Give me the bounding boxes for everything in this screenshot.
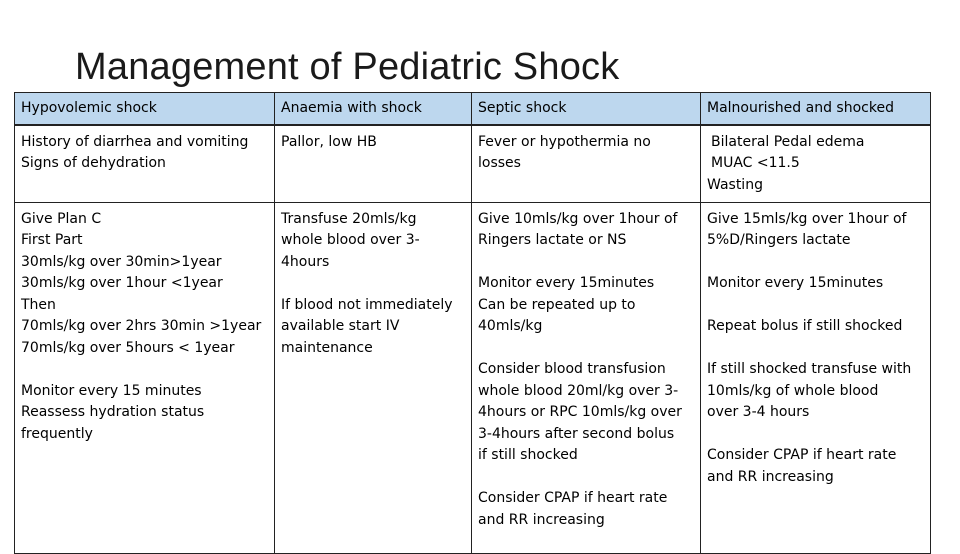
shock-management-table	[14, 92, 931, 554]
text-line: 3-4hours after second bolus	[478, 425, 675, 442]
slide-title: Management of Pediatric Shock	[75, 46, 620, 88]
text-line: 10mls/kg of whole blood	[707, 382, 879, 399]
text-line: MUAC <11.5	[711, 155, 800, 171]
text-line: Wasting	[707, 176, 763, 193]
text-line: whole blood over 3-	[281, 232, 420, 248]
text-line: and RR increasing	[478, 511, 605, 528]
cell-malnourished-management	[701, 202, 931, 553]
cell-anaemia-signs	[275, 125, 472, 203]
text-line: Repeat bolus if still shocked	[707, 318, 903, 334]
spacer	[478, 252, 694, 274]
spacer	[478, 338, 694, 360]
text-line: Bilateral Pedal edema	[711, 133, 865, 150]
spacer	[281, 273, 465, 295]
text-line: History of diarrhea and vomiting	[21, 133, 249, 150]
spacer	[707, 424, 924, 446]
text-line: 30mls/kg over 30min>1year	[21, 253, 222, 270]
text-line: 30mls/kg over 1hour <1year	[21, 275, 223, 291]
text-line: Can be repeated up to	[478, 296, 636, 313]
text-line: If still shocked transfuse with	[707, 361, 912, 377]
header-malnourished: Malnourished and shocked	[701, 93, 931, 125]
header-anaemia: Anaemia with shock	[275, 93, 472, 125]
text-line: Signs of dehydration	[21, 155, 166, 171]
header-septic: Septic shock	[472, 93, 701, 125]
text-line: If blood not immediately	[281, 296, 453, 313]
text-line: Then	[21, 296, 56, 313]
text-line: if still shocked	[478, 447, 578, 463]
text-line: maintenance	[281, 339, 373, 356]
text-line: Pallor, low HB	[281, 133, 377, 150]
text-line: over 3-4 hours	[707, 404, 810, 420]
text-line: 40mls/kg	[478, 318, 543, 334]
text-line: 70mls/kg over 5hours < 1year	[21, 339, 235, 356]
text-line: Monitor every 15minutes	[478, 275, 655, 291]
cell-septic-management	[472, 202, 701, 553]
spacer	[707, 252, 924, 274]
text-line: 70mls/kg over 2hrs 30min >1year	[21, 318, 262, 334]
spacer	[707, 338, 924, 360]
text-line: Transfuse 20mls/kg	[281, 210, 417, 227]
text-line: Consider CPAP if heart rate	[478, 490, 668, 506]
text-line: Consider CPAP if heart rate	[707, 447, 897, 463]
cell-anaemia-management	[275, 202, 472, 553]
text-line: 4hours or RPC 10mls/kg over	[478, 404, 682, 420]
text-line: Ringers lactate or NS	[478, 232, 627, 248]
text-line: Fever or hypothermia no	[478, 133, 651, 150]
text-line: and RR increasing	[707, 468, 834, 485]
text-line: available start IV	[281, 318, 400, 334]
spacer	[478, 467, 694, 489]
header-hypovolemic: Hypovolemic shock	[15, 93, 275, 125]
text-line: Monitor every 15minutes	[707, 275, 884, 291]
text-line: 5%D/Ringers lactate	[707, 232, 851, 248]
signs-row	[15, 125, 931, 203]
text-line: Consider blood transfusion	[478, 361, 666, 377]
text-line: losses	[478, 155, 521, 171]
cell-septic-signs	[472, 125, 701, 203]
text-line: frequently	[21, 425, 93, 442]
spacer	[21, 359, 268, 381]
text-line: 4hours	[281, 253, 330, 270]
text-line: Give 10mls/kg over 1hour of	[478, 210, 678, 227]
text-line: whole blood 20ml/kg over 3-	[478, 382, 679, 399]
text-line: First Part	[21, 232, 83, 248]
spacer	[707, 295, 924, 317]
text-line: Give 15mls/kg over 1hour of	[707, 210, 907, 227]
cell-hypovolemic-signs	[15, 125, 275, 203]
text-line: Reassess hydration status	[21, 404, 205, 420]
cell-hypovolemic-management	[15, 202, 275, 553]
management-row	[15, 202, 931, 553]
text-line: Monitor every 15 minutes	[21, 382, 202, 399]
text-line: Give Plan C	[21, 210, 102, 227]
cell-malnourished-signs	[701, 125, 931, 203]
header-row	[15, 93, 931, 125]
